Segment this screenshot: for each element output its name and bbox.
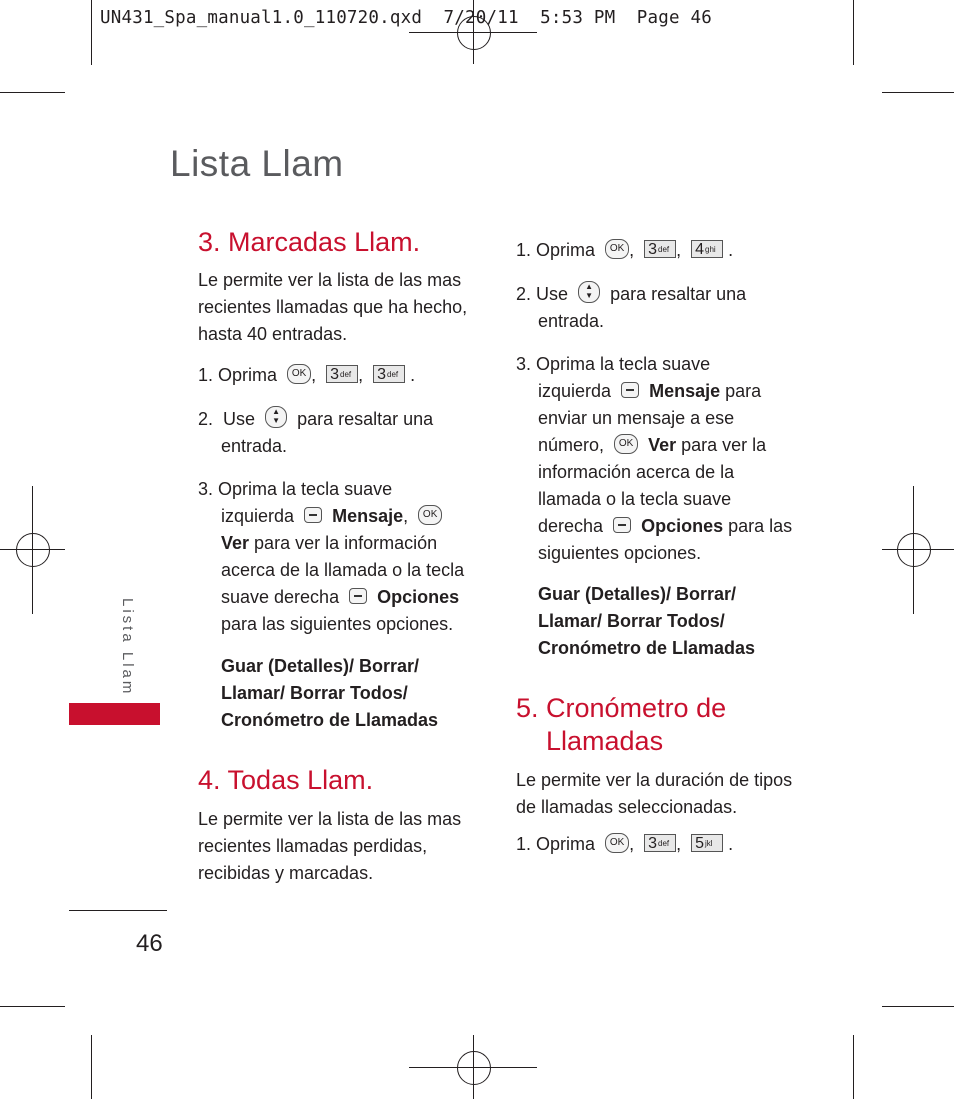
- registration-mark: [897, 533, 931, 567]
- ok-key-icon: OK: [605, 239, 629, 259]
- registration-mark: [409, 1067, 537, 1068]
- ok-key-icon: OK: [605, 833, 629, 853]
- heading-marcadas: 3. Marcadas Llam.: [198, 227, 421, 257]
- marcadas-step-1: 1. Oprima OK , $3^{def}$ , $3^{def}$ .: [198, 365, 416, 385]
- registration-mark: [409, 32, 537, 33]
- section-tab-bar: [69, 703, 160, 725]
- crop-mark: [0, 1006, 65, 1007]
- marcadas-step-2: 2. Use ▲ ▼ para resaltar una entrada.: [198, 407, 434, 456]
- registration-mark: [32, 486, 33, 614]
- crop-mark: [882, 92, 954, 93]
- crop-mark: [0, 92, 65, 93]
- sidebar-label: Lista Llam: [119, 598, 136, 697]
- registration-mark: [0, 549, 65, 550]
- key-5-icon: $5^{jkl}$: [691, 834, 723, 852]
- right-soft-key-icon: [349, 588, 367, 604]
- heading-cronometro: 5. Cronómetro de Llamadas: [516, 693, 727, 756]
- todas-step-3: 3. Oprima la tecla suave izquierda Mensaje para enviar un mensaje a ese número, OK Ver para ver la información acerca de la llamada o la tecla suave derecha Opciones para las siguientes opciones.: [516, 354, 793, 563]
- footer-rule: [69, 910, 167, 911]
- marcadas-step-3: 3. Oprima la tecla suave izquierda Mensaje, OK Ver para ver la información acerca de la llamada o la tecla suave derecha Opciones para las siguientes opciones.: [198, 479, 465, 634]
- file-header: UN431_Spa_manual1.0_110720.qxd 7/20/11 5:53 PM Page 46: [100, 8, 712, 28]
- navigation-key-icon: ▲ ▼: [578, 281, 600, 303]
- cronometro-step-1: 1. Oprima OK , $3^{def}$ , $5^{jkl}$ .: [516, 834, 734, 854]
- ok-key-icon: OK: [287, 364, 311, 384]
- ok-key-icon: OK: [418, 505, 442, 525]
- todas-step-1: 1. Oprima OK , $3^{def}$ , $4^{ghi}$ .: [516, 240, 734, 260]
- registration-mark: [882, 549, 954, 550]
- todas-options: Guar (Detalles)/ Borrar/ Llamar/ Borrar Todos/ Cronómetro de Llamadas: [538, 584, 756, 658]
- todas-step-2: 2. Use ▲ ▼ para resaltar una entrada.: [516, 282, 747, 331]
- heading-todas: 4. Todas Llam.: [198, 765, 374, 795]
- crop-mark: [91, 1035, 92, 1099]
- marcadas-options: Guar (Detalles)/ Borrar/ Llamar/ Borrar Todos/ Cronómetro de Llamadas: [221, 656, 439, 730]
- crop-mark: [91, 0, 92, 65]
- key-3-icon: $3^{def}$: [644, 834, 676, 852]
- navigation-key-icon: ▲ ▼: [265, 406, 287, 428]
- page-number: 46: [136, 930, 163, 957]
- registration-mark: [913, 486, 914, 614]
- key-3-icon: $3^{def}$: [644, 240, 676, 258]
- key-3-icon: $3^{def}$: [326, 365, 358, 383]
- crop-mark: [853, 1035, 854, 1099]
- ok-key-icon: OK: [614, 434, 638, 454]
- marcadas-intro: Le permite ver la lista de las mas recientes llamadas que ha hecho, hasta 40 entradas.: [198, 270, 468, 344]
- page-title: Lista Llam: [170, 143, 344, 184]
- key-3-icon: $3^{def}$: [373, 365, 405, 383]
- left-soft-key-icon: [621, 382, 639, 398]
- crop-mark: [853, 0, 854, 65]
- cronometro-intro: Le permite ver la duración de tipos de llamadas seleccionadas.: [516, 770, 793, 817]
- todas-intro: Le permite ver la lista de las mas recientes llamadas perdidas, recibidas y marcadas.: [198, 809, 462, 883]
- key-4-icon: $4^{ghi}$: [691, 240, 723, 258]
- registration-mark: [457, 1051, 491, 1085]
- registration-mark: [16, 533, 50, 567]
- right-soft-key-icon: [613, 517, 631, 533]
- crop-mark: [882, 1006, 954, 1007]
- left-soft-key-icon: [304, 507, 322, 523]
